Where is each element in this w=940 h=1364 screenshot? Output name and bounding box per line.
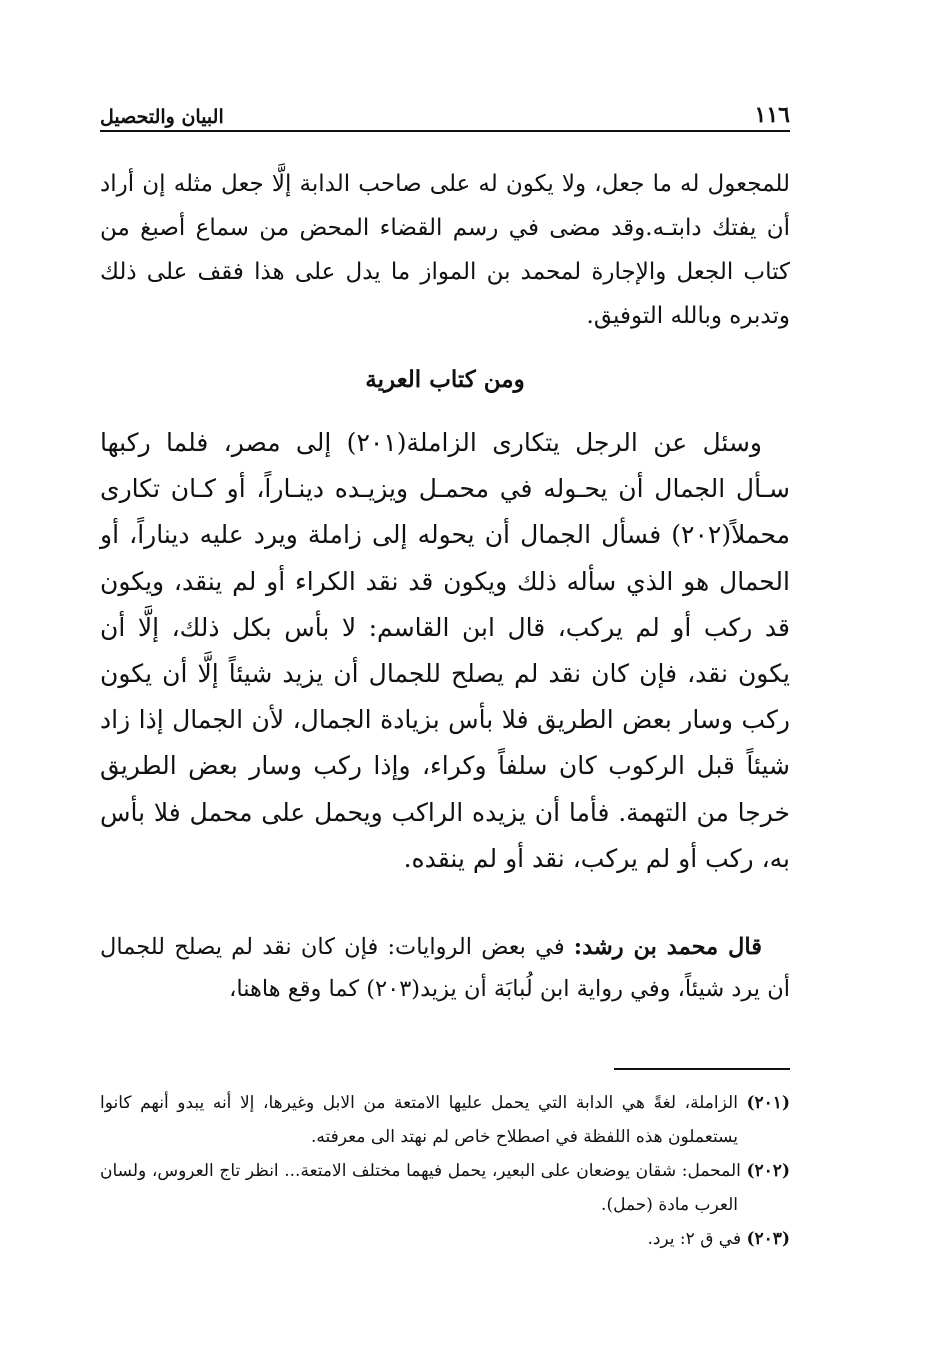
page-number: ١١٦ bbox=[754, 102, 790, 128]
footnotes bbox=[100, 1086, 790, 1256]
paragraph-1: للمجعول له ما جعل، ولا يكون له على صاحب الدابة إلَّا جعل مثله إن أراد أن يفتك دابتـه.وقد مضى في رسم القضاء المحض من سماع أصبغ من كتاب الجعل والإجارة لمحمد بن المواز ما يدل على هذا فقف على ذلك وتدبره وبالله التوفيق. bbox=[100, 171, 790, 329]
footnote-203 bbox=[100, 1222, 790, 1256]
footnote-text: الزاملة، لغةً هي الدابة التي يحمل عليها الامتعة من الابل وغيرها، إلا أنه يبدو أنهم كانوا يستعملون هذه اللفظة في اصطلاح خاص لم نهتد الى معرفته. bbox=[100, 1093, 747, 1147]
page-header bbox=[100, 92, 790, 132]
footnote-number: (٢٠١) bbox=[746, 1093, 790, 1113]
footnote-text: المحمل: شقان يوضعان على البعير، يحمل فيهما مختلف الامتعة... انظر تاج العروس، ولسان العرب مادة (حمل). bbox=[100, 1161, 747, 1215]
footnote-number: (٢٠٣) bbox=[746, 1229, 790, 1249]
paragraph-2: وسئل عن الرجل يتكارى الزاملة(٢٠١) إلى مصر، فلما ركبها سـأل الجمال أن يحـوله في محمـل ويزيـده دينـاراً، أو كـان تكارى محملاً(٢٠٢) فسأل الجمال أن يحوله إلى زاملة ويرد عليه ديناراً، أو الحمال هو الذي سأله ذلك ويكون قد نقد الكراء أو لم ينقد، ويكون قد ركب أو لم يركب، قال ابن القاسم: لا بأس بكل ذلك، إلَّا أن يكون نقد، فإن كان نقد لم يصلح للجمال أن يزيد شيئاً إلَّا أن يكون ركب وسار بعض الطريق فلا بأس بزيادة الجمال، لأن الجمال إذا زاد شيئاً قبل الركوب كان سلفاً وكراء، وإذا ركب وسار بعض الطريق خرجا من التهمة. فأما أن يزيده الراكب ويحمل على محمل فلا بأس به، ركب أو لم يركب، نقد أو لم ينقده. bbox=[100, 428, 790, 873]
paragraph-3-text: في بعض الروايات: فإن كان نقد لم يصلح للجمال أن يرد شيئاً، وفي رواية ابن لُبابَة أن يزيد(٢٠٣) كما وقع هاهنا، bbox=[100, 934, 790, 1002]
footnote-number: (٢٠٢) bbox=[746, 1161, 790, 1181]
running-title: البيان والتحصيل bbox=[100, 106, 224, 128]
paragraph-3 bbox=[100, 926, 790, 1010]
footnote-202 bbox=[100, 1154, 790, 1222]
section-title: ومن كتاب العرية bbox=[365, 366, 525, 393]
paragraph-3-lead: قال محمد بن رشد: bbox=[573, 934, 763, 960]
footnote-201 bbox=[100, 1086, 790, 1154]
footnote-text: في ق ٢: يرد. bbox=[647, 1229, 747, 1249]
footnote-divider bbox=[614, 1068, 790, 1070]
